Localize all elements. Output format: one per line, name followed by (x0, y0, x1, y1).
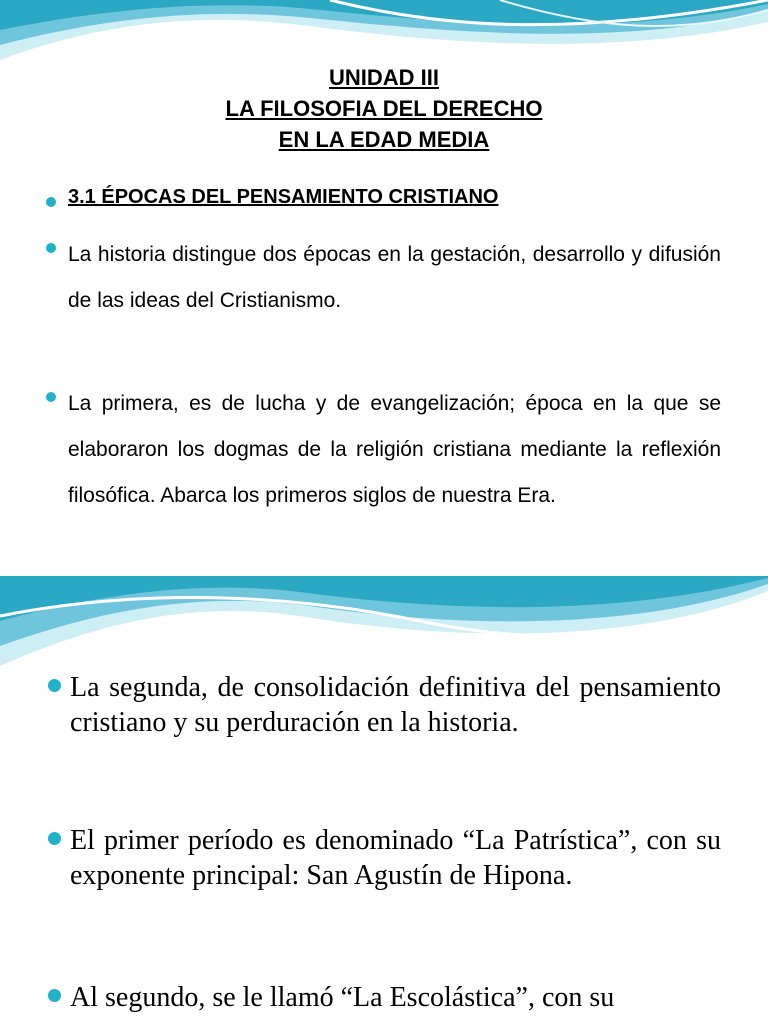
bullet-icon (46, 197, 56, 207)
title-line: UNIDAD III (329, 65, 439, 90)
paragraph: Al segundo, se le llamó “La Escolástica”, con su (70, 982, 615, 1013)
slide-title (0, 62, 768, 155)
bullet-icon (48, 832, 61, 845)
paragraph: La historia distingue dos épocas en la gestación, desarrollo y difusión de las ideas del Cristianismo. (68, 243, 721, 312)
wave-header-decoration (0, 576, 768, 676)
title-line: EN LA EDAD MEDIA (278, 127, 490, 152)
bullet-icon (46, 392, 56, 402)
bullet-icon (48, 679, 61, 692)
title-line: LA FILOSOFIA DEL DERECHO (225, 96, 543, 121)
section-heading: 3.1 ÉPOCAS DEL PENSAMIENTO CRISTIANO (68, 186, 499, 208)
paragraph: El primer período es denominado “La Patrística”, con su exponente principal: San Agustín de Hipona. (70, 825, 721, 891)
bullet-icon (48, 989, 61, 1002)
paragraph: La primera, es de lucha y de evangelización; época en la que se elaboraron los dogmas de la religión cristiana mediante la reflexión filosófica. Abarca los primeros siglos de nuestra Era. (68, 392, 721, 507)
slide-2 (0, 576, 768, 1024)
bullet-icon (46, 243, 56, 253)
paragraph: La segunda, de consolidación definitiva del pensamiento cristiano y su perduración en la historia. (70, 672, 721, 738)
